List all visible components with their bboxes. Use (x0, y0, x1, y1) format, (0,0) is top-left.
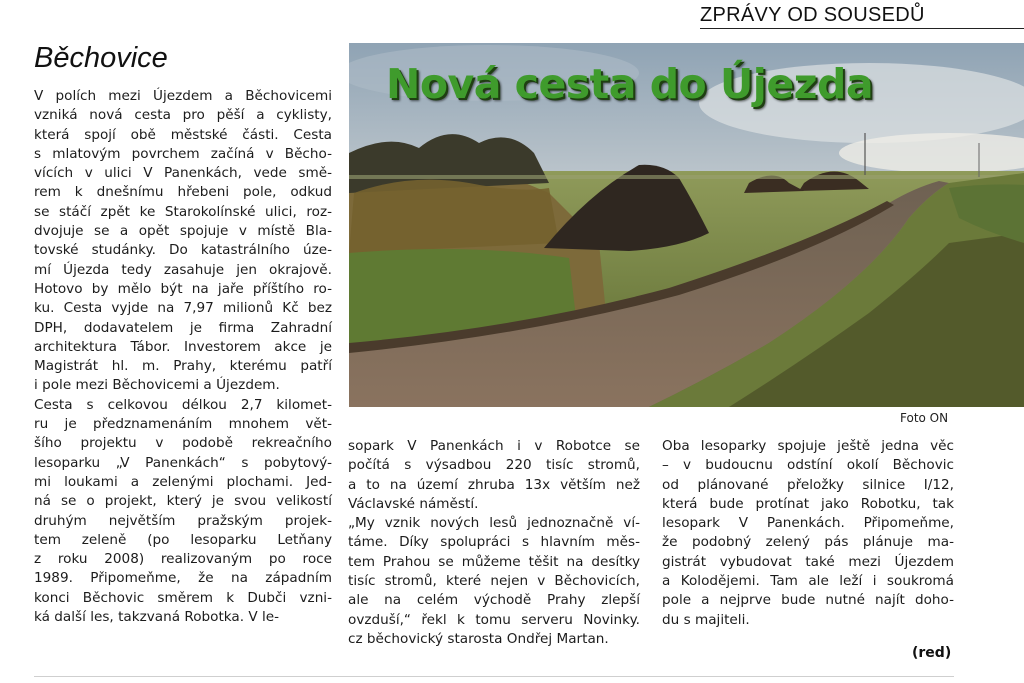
text-line: Hotovo by mělo být na jaře příštího ro- (34, 280, 332, 297)
text-line: ru je předznamenáním mnohem vět- (34, 416, 332, 433)
photo-caption: Foto ON (900, 411, 949, 425)
text-line: mi loukami a zelenými plochami. Jed- (34, 473, 332, 490)
article-column-1 (34, 87, 332, 627)
text-line: tem zeleně (po lesoparku Letňany (34, 531, 332, 548)
text-line: mí Újezda tedy zasahuje jen okrajově. (34, 261, 332, 278)
text-line: od plánované přeložky silnice I/12, (662, 476, 954, 493)
bottom-rule (34, 676, 954, 677)
article-column-3 (662, 437, 954, 630)
text-line: i pole mezi Běchovicemi a Újezdem. (34, 377, 280, 394)
text-line: konci Běchovic směrem k Dubči vzni- (34, 589, 332, 606)
text-line: lesopark V Panenkách. Připomeňme, (662, 515, 954, 532)
text-line: Václavské náměstí. (348, 495, 479, 512)
text-line: se stáčí zpět ke Starokolínské ulici, roz- (34, 203, 332, 220)
section-header: ZPRÁVY OD SOUSEDŮ (700, 4, 925, 26)
place-title: Běchovice (34, 42, 168, 74)
signature: (red) (912, 645, 952, 661)
text-line: architektura Tábor. Investorem akce je (34, 338, 332, 355)
text-line: že podobný zelený pás plánuje ma- (662, 534, 954, 551)
text-line: – v budoucnu odstíní okolí Běchovic (662, 457, 954, 474)
text-line: z roku 2008) realizovaným po roce (34, 551, 332, 568)
text-line: tisíc stromů, které nejen v Běchovicích, (348, 573, 640, 590)
text-line: pole a nejprve bude nutné najít doho- (662, 592, 954, 609)
text-line: dvojuje se a opět spojuje v místě Bla- (34, 223, 332, 240)
text-line: počítá s výsadbou 220 tisíc stromů, (348, 457, 640, 474)
text-line: 1989. Připomeňme, že na západním (34, 570, 332, 587)
text-line: V polích mezi Újezdem a Běchovicemi (34, 88, 332, 104)
text-line: druhým největším pražským projek- (34, 512, 332, 529)
text-line: a Kolodějemi. Tam ale leží i soukromá (662, 573, 954, 590)
text-line: která spojí obě městské části. Cesta (34, 126, 332, 143)
text-line: ale na celém východě Prahy zlepší (348, 592, 640, 609)
text-line: Oba lesoparky spojuje ještě jedna věc (662, 438, 954, 454)
text-line: gistrát vybudovat také mezi Újezdem (662, 553, 954, 570)
text-line: která bude protínat jako Robotku, tak (662, 495, 954, 512)
text-line: ká další les, takzvaná Robotka. V le- (34, 609, 280, 626)
text-line: rem k dnešnímu hřebeni pole, odkud (34, 184, 332, 201)
headline: Nová cesta do Újezda (386, 60, 874, 108)
text-line: táme. Díky spolupráci s hlavním měs- (348, 534, 640, 551)
text-line: ná se o projekt, který je svou velikostí (34, 493, 332, 510)
text-line: DPH, dodavatelem je firma Zahradní (34, 319, 332, 336)
text-line: ovzduší,“ řekl k tomu serveru Novinky. (348, 611, 640, 628)
text-line: ku. Cesta vyjde na 7,97 milionů Kč bez (34, 300, 332, 317)
text-line: s mlatovým povrchem začíná v Běcho- (34, 145, 332, 162)
article-column-2 (348, 437, 640, 649)
text-line: cz běchovický starosta Ondřej Martan. (348, 630, 609, 647)
text-line: vzniká nová cesta pro pěší a cyklisty, (34, 107, 332, 124)
header-rule (700, 28, 1024, 29)
text-line: Magistrát hl. m. Prahy, kterému patří (34, 358, 332, 375)
text-line: vících v ulici V Panenkách, vede smě- (34, 165, 332, 182)
text-line: a to na území zhruba 13x větším než (348, 476, 640, 493)
text-line: du s majiteli. (662, 611, 750, 628)
text-line: tem Prahou se můžeme těšit na desítky (348, 553, 640, 570)
text-line: lesoparku „V Panenkách“ s pobytový- (34, 454, 332, 471)
text-line: sopark V Panenkách i v Robotce se (348, 438, 640, 454)
text-line: tovské studánky. Do katastrálního úze- (34, 242, 332, 259)
text-line: šího projektu v podobě rekreačního (34, 435, 332, 452)
text-line: Cesta s celkovou délkou 2,7 kilomet- (34, 396, 332, 413)
text-line: „My vznik nových lesů jednoznačně ví- (348, 515, 640, 532)
